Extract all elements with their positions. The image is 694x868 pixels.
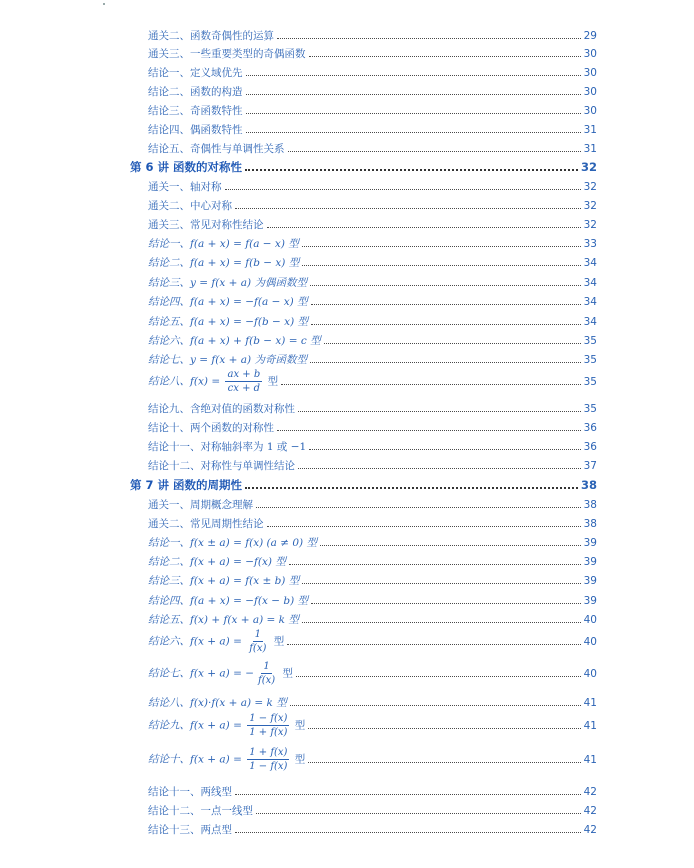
toc-entry[interactable] — [148, 497, 597, 512]
toc-entry-label: 通关三、一些重要类型的奇偶函数 — [148, 48, 306, 60]
toc-page-number: 37 — [583, 459, 597, 472]
toc-entry-label: 结论五、f(a + x) = −f(b − x) 型 — [148, 316, 309, 328]
toc-page-number: 29 — [583, 29, 597, 42]
dot-leader — [277, 38, 581, 39]
toc-page-number: 39 — [583, 574, 597, 587]
toc-page-number: 34 — [583, 256, 597, 269]
toc-entry[interactable] — [148, 294, 597, 309]
toc-entry[interactable] — [148, 554, 597, 569]
toc-entry-label: 结论四、偶函数特性 — [148, 124, 243, 136]
toc-page-number: 38 — [580, 478, 597, 492]
formula-prefix: 结论七、f(x + a) = − — [148, 667, 255, 680]
dot-leader — [309, 449, 580, 450]
dot-leader — [235, 832, 581, 833]
dot-leader — [288, 151, 581, 152]
toc-entry-label: 结论八、f(x)·f(x + a) = k 型 — [148, 697, 287, 709]
toc-page-number: 39 — [583, 536, 597, 549]
toc-entry[interactable] — [148, 695, 597, 710]
toc-entry[interactable] — [148, 255, 597, 270]
toc-page-number: 34 — [583, 295, 597, 308]
formula-prefix: 结论八、f(x) = — [148, 375, 224, 388]
dot-leader — [310, 362, 581, 363]
toc-entry-label: 结论四、f(a + x) = −f(x − b) 型 — [148, 595, 309, 607]
toc-entry-label: 结论十三、两点型 — [148, 824, 232, 836]
dot-leader — [309, 56, 581, 57]
toc-entry-label: 通关二、常见周期性结论 — [148, 518, 264, 530]
toc-page-number: 30 — [583, 47, 597, 60]
toc-entry-label: 通关二、函数奇偶性的运算 — [148, 30, 274, 42]
toc-entry-label: 结论十、两个函数的对称性 — [148, 422, 274, 434]
toc-entry[interactable] — [148, 458, 597, 473]
dot-leader — [245, 169, 578, 171]
fraction-denominator: 1 − f(x) — [249, 761, 288, 772]
dot-leader — [256, 507, 581, 508]
toc-entry[interactable] — [148, 516, 597, 531]
toc-entry[interactable] — [148, 535, 597, 550]
toc-page-number: 39 — [583, 555, 597, 568]
toc-page-number: 35 — [583, 375, 597, 388]
fraction — [256, 660, 277, 687]
dot-leader — [311, 324, 581, 325]
toc-page-number: 36 — [583, 421, 597, 434]
toc-entry[interactable] — [148, 628, 597, 655]
fraction-denominator: f(x) — [258, 675, 276, 686]
dot-leader — [298, 411, 581, 412]
dot-leader — [324, 343, 581, 344]
toc-page-number: 42 — [583, 804, 597, 817]
dot-leader — [290, 705, 581, 706]
toc-entry[interactable] — [148, 65, 597, 80]
toc-entry-label: 结论三、f(x + a) = f(x ± b) 型 — [148, 575, 300, 587]
toc-entry-label — [148, 368, 278, 395]
fraction-numerator: 1 − f(x) — [249, 713, 288, 724]
fraction — [225, 368, 262, 395]
dot-leader — [302, 246, 581, 247]
dot-leader — [246, 75, 581, 76]
formula-suffix: 型 — [270, 635, 285, 648]
dot-leader — [246, 113, 581, 114]
toc-entry[interactable] — [148, 660, 597, 687]
toc-page-number: 40 — [583, 635, 597, 648]
toc-page-number: 32 — [583, 199, 597, 212]
dot-leader — [267, 227, 581, 228]
dot-leader — [320, 545, 581, 546]
toc-entry[interactable] — [148, 333, 597, 348]
dot-leader — [298, 468, 581, 469]
toc-chapter-heading[interactable] — [130, 477, 597, 493]
toc-entry-label: 通关一、轴对称 — [148, 181, 222, 193]
toc-page-number: 35 — [583, 334, 597, 347]
toc-entry[interactable] — [148, 84, 597, 99]
toc-page-number: 38 — [583, 498, 597, 511]
toc-entry-label — [148, 712, 305, 739]
toc-entry[interactable] — [148, 103, 597, 118]
dot-leader — [267, 526, 581, 527]
formula-prefix: 结论六、f(x + a) = — [148, 635, 246, 648]
formula-suffix: 型 — [264, 375, 279, 388]
toc-entry[interactable] — [148, 198, 597, 213]
toc-page-number: 34 — [583, 315, 597, 328]
toc-entry-label: 结论九、含绝对值的函数对称性 — [148, 403, 295, 415]
toc-page-number: 32 — [580, 160, 597, 174]
formula-suffix: 型 — [291, 719, 306, 732]
formula-prefix: 结论十、f(x + a) = — [148, 753, 246, 766]
toc-entry[interactable] — [148, 712, 597, 739]
toc-page-number: 35 — [583, 402, 597, 415]
toc-entry-label: 结论七、y = f(x + a) 为奇函数型 — [148, 354, 307, 366]
toc-entry[interactable] — [148, 46, 597, 61]
dot-leader — [311, 603, 581, 604]
dot-leader — [289, 564, 581, 565]
toc-entry-label: 结论十二、一点一线型 — [148, 805, 253, 817]
fraction-denominator: cx + d — [227, 383, 261, 394]
fraction-numerator: 1 + f(x) — [249, 747, 288, 758]
toc-entry[interactable] — [148, 236, 597, 251]
toc-entry[interactable] — [148, 275, 597, 290]
toc-entry[interactable] — [148, 803, 597, 818]
toc-entry[interactable] — [148, 28, 597, 43]
toc-entry-label: 结论三、奇函数特性 — [148, 105, 243, 117]
toc-entry[interactable] — [148, 573, 597, 588]
toc-page-number: 30 — [583, 66, 597, 79]
toc-entry-label: 结论一、定义域优先 — [148, 67, 243, 79]
formula-suffix: 型 — [279, 667, 294, 680]
dot-leader — [277, 430, 581, 431]
toc-page-number: 30 — [583, 85, 597, 98]
toc-entry-label: 通关一、周期概念理解 — [148, 499, 253, 511]
fraction-numerator: ax + b — [227, 369, 261, 380]
toc-entry-label: 结论一、f(x ± a) = f(x) (a ≠ 0) 型 — [148, 537, 317, 549]
fraction-numerator: 1 — [254, 629, 261, 640]
dot-leader — [302, 265, 580, 266]
toc-entry[interactable] — [148, 314, 597, 329]
toc-entry-label: 结论五、f(x) + f(x + a) = k 型 — [148, 614, 299, 626]
toc-page-number: 41 — [583, 753, 597, 766]
toc-chapter-label: 第 7 讲 函数的周期性 — [130, 478, 243, 492]
toc-page-number: 38 — [583, 517, 597, 530]
toc-page-number: 31 — [583, 142, 597, 155]
dot-leader — [308, 728, 580, 729]
formula-suffix: 型 — [291, 753, 306, 766]
toc-page-number: 42 — [583, 823, 597, 836]
toc-entry[interactable] — [148, 420, 597, 435]
fraction-denominator: f(x) — [249, 643, 267, 654]
toc-page-number: 40 — [583, 613, 597, 626]
toc-entry-label: 结论五、奇偶性与单调性关系 — [148, 143, 285, 155]
toc-entry[interactable] — [148, 746, 597, 773]
toc-entry[interactable] — [148, 352, 597, 367]
toc-entry[interactable] — [148, 122, 597, 137]
dot-leader — [246, 132, 581, 133]
toc-entry-label: 结论二、f(a + x) = f(b − x) 型 — [148, 257, 300, 269]
toc-entry-label: 结论一、f(a + x) = f(a − x) 型 — [148, 238, 299, 250]
toc-entry[interactable] — [148, 401, 597, 416]
dot-leader — [225, 189, 581, 190]
toc-entry-label — [148, 746, 305, 773]
toc-entry-label: 结论三、y = f(x + a) 为偶函数型 — [148, 277, 307, 289]
toc-page-number: 32 — [583, 180, 597, 193]
dot-leader — [311, 304, 581, 305]
toc-page-number: 31 — [583, 123, 597, 136]
toc-entry[interactable] — [148, 179, 597, 194]
dot-leader — [308, 762, 580, 763]
corner-mark — [103, 3, 105, 5]
toc-chapter-heading[interactable] — [130, 159, 597, 175]
toc-entry[interactable] — [148, 217, 597, 232]
dot-leader — [281, 384, 581, 385]
toc-page-number: 32 — [583, 218, 597, 231]
toc-entry[interactable] — [148, 784, 597, 799]
toc-page-number: 42 — [583, 785, 597, 798]
toc-entry[interactable] — [148, 368, 597, 395]
formula-prefix: 结论九、f(x + a) = — [148, 719, 246, 732]
toc-entry-label: 结论二、f(x + a) = −f(x) 型 — [148, 556, 286, 568]
toc-page-number: 41 — [583, 719, 597, 732]
toc-page-number: 30 — [583, 104, 597, 117]
toc-page-number: 35 — [583, 353, 597, 366]
dot-leader — [310, 285, 581, 286]
toc-entry-label: 结论四、f(a + x) = −f(a − x) 型 — [148, 296, 308, 308]
toc-entry[interactable] — [148, 822, 597, 837]
toc-entry[interactable] — [148, 612, 597, 627]
fraction-denominator: 1 + f(x) — [249, 727, 288, 738]
toc-entry-label: 结论六、f(a + x) + f(b − x) = c 型 — [148, 335, 321, 347]
toc-entry[interactable] — [148, 439, 597, 454]
dot-leader — [302, 583, 580, 584]
dot-leader — [287, 644, 580, 645]
toc-page-number: 39 — [583, 594, 597, 607]
toc-entry-label: 结论十一、两线型 — [148, 786, 232, 798]
toc-page-number: 41 — [583, 696, 597, 709]
fraction — [247, 746, 289, 773]
toc-chapter-label: 第 6 讲 函数的对称性 — [130, 160, 243, 174]
fraction-numerator: 1 — [263, 661, 270, 672]
dot-leader — [246, 94, 581, 95]
toc-page-number: 33 — [583, 237, 597, 250]
toc-entry-label: 通关二、中心对称 — [148, 200, 232, 212]
toc-entry-label: 结论十二、对称性与单调性结论 — [148, 460, 295, 472]
dot-leader — [245, 487, 578, 489]
toc-page-number: 34 — [583, 276, 597, 289]
toc-entry[interactable] — [148, 141, 597, 156]
toc-entry[interactable] — [148, 593, 597, 608]
fraction — [247, 712, 289, 739]
toc-page-number: 36 — [583, 440, 597, 453]
dot-leader — [296, 676, 581, 677]
dot-leader — [235, 794, 581, 795]
toc-entry-label — [148, 660, 293, 687]
toc-entry-label: 通关三、常见对称性结论 — [148, 219, 264, 231]
toc-entry-label: 结论十一、对称轴斜率为 1 或 −1 — [148, 441, 307, 453]
dot-leader — [302, 622, 581, 623]
toc-entry-label — [148, 628, 284, 655]
toc-entry-label: 结论二、函数的构造 — [148, 86, 243, 98]
dot-leader — [235, 208, 581, 209]
toc-page-number: 40 — [583, 667, 597, 680]
dot-leader — [256, 813, 581, 814]
fraction — [247, 628, 268, 655]
